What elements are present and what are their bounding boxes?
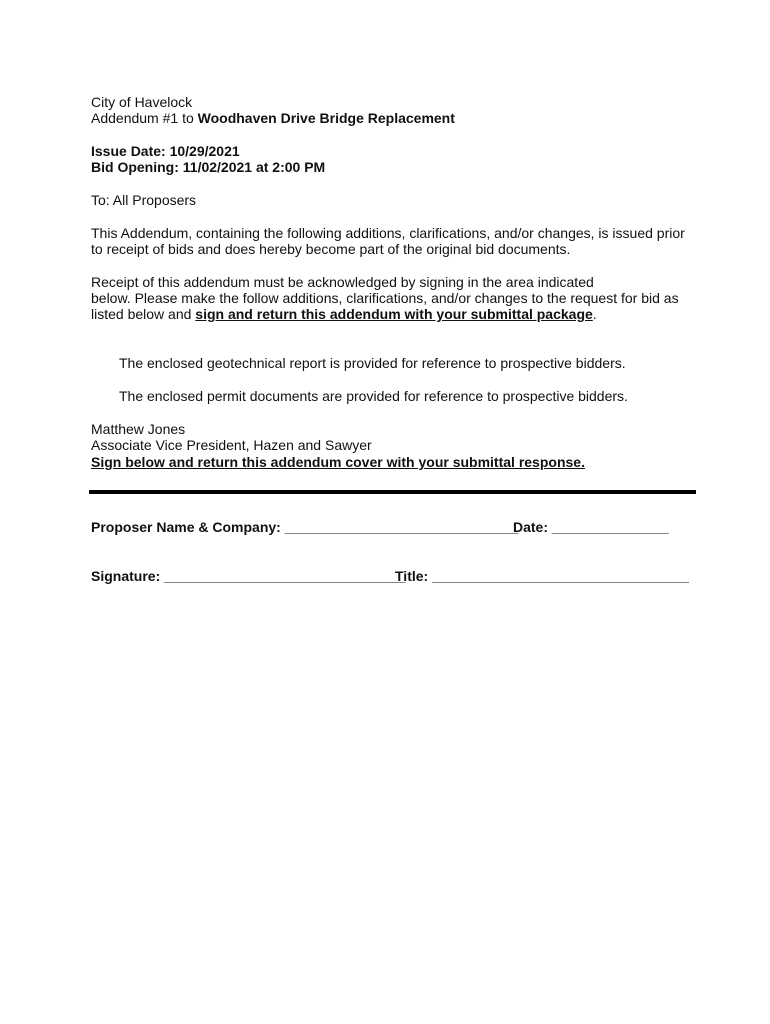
- date-field[interactable]: Date: _______________: [513, 519, 669, 535]
- intro-line-2: to receipt of bids and does hereby become part of the original bid documents.: [91, 241, 571, 257]
- city-name: City of Havelock: [91, 94, 193, 110]
- signature-field[interactable]: Signature: _______________________________: [91, 568, 406, 584]
- intro-line-1: This Addendum, containing the following additions, clarifications, and/or changes, is issued prior: [91, 225, 685, 241]
- receipt-line-3: [91, 306, 597, 323]
- addendum-prefix: Addendum #1 to: [91, 110, 198, 126]
- addendum-title: [91, 110, 455, 127]
- signatory-name: Matthew Jones: [91, 421, 186, 437]
- receipt-line-1: Receipt of this addendum must be acknowledged by signing in the area indicated: [91, 274, 594, 290]
- item-permit: The enclosed permit documents are provided for reference to prospective bidders.: [119, 388, 628, 404]
- signatory-title: Associate Vice President, Hazen and Sawyer: [91, 437, 372, 453]
- receipt-line-2: below. Please make the follow additions, clarifications, and/or changes to the request for bid as: [91, 290, 679, 306]
- project-name: Woodhaven Drive Bridge Replacement: [197, 110, 455, 126]
- issue-date: Issue Date: 10/29/2021: [91, 143, 240, 159]
- receipt-emphasis: sign and return this addendum with your submittal package: [195, 306, 593, 322]
- proposer-field[interactable]: Proposer Name & Company: ______________________________: [91, 519, 519, 535]
- sign-instruction: Sign below and return this addendum cover with your submittal response.: [91, 454, 585, 470]
- recipient-line: To: All Proposers: [91, 192, 197, 208]
- receipt-line-3-suffix: .: [592, 306, 597, 322]
- title-field[interactable]: Title: _________________________________: [395, 568, 690, 584]
- bid-opening: Bid Opening: 11/02/2021 at 2:00 PM: [91, 159, 326, 175]
- receipt-line-3-prefix: listed below and: [91, 306, 196, 322]
- divider-rule: [89, 490, 696, 494]
- item-geotechnical: The enclosed geotechnical report is provided for reference to prospective bidders.: [119, 355, 626, 371]
